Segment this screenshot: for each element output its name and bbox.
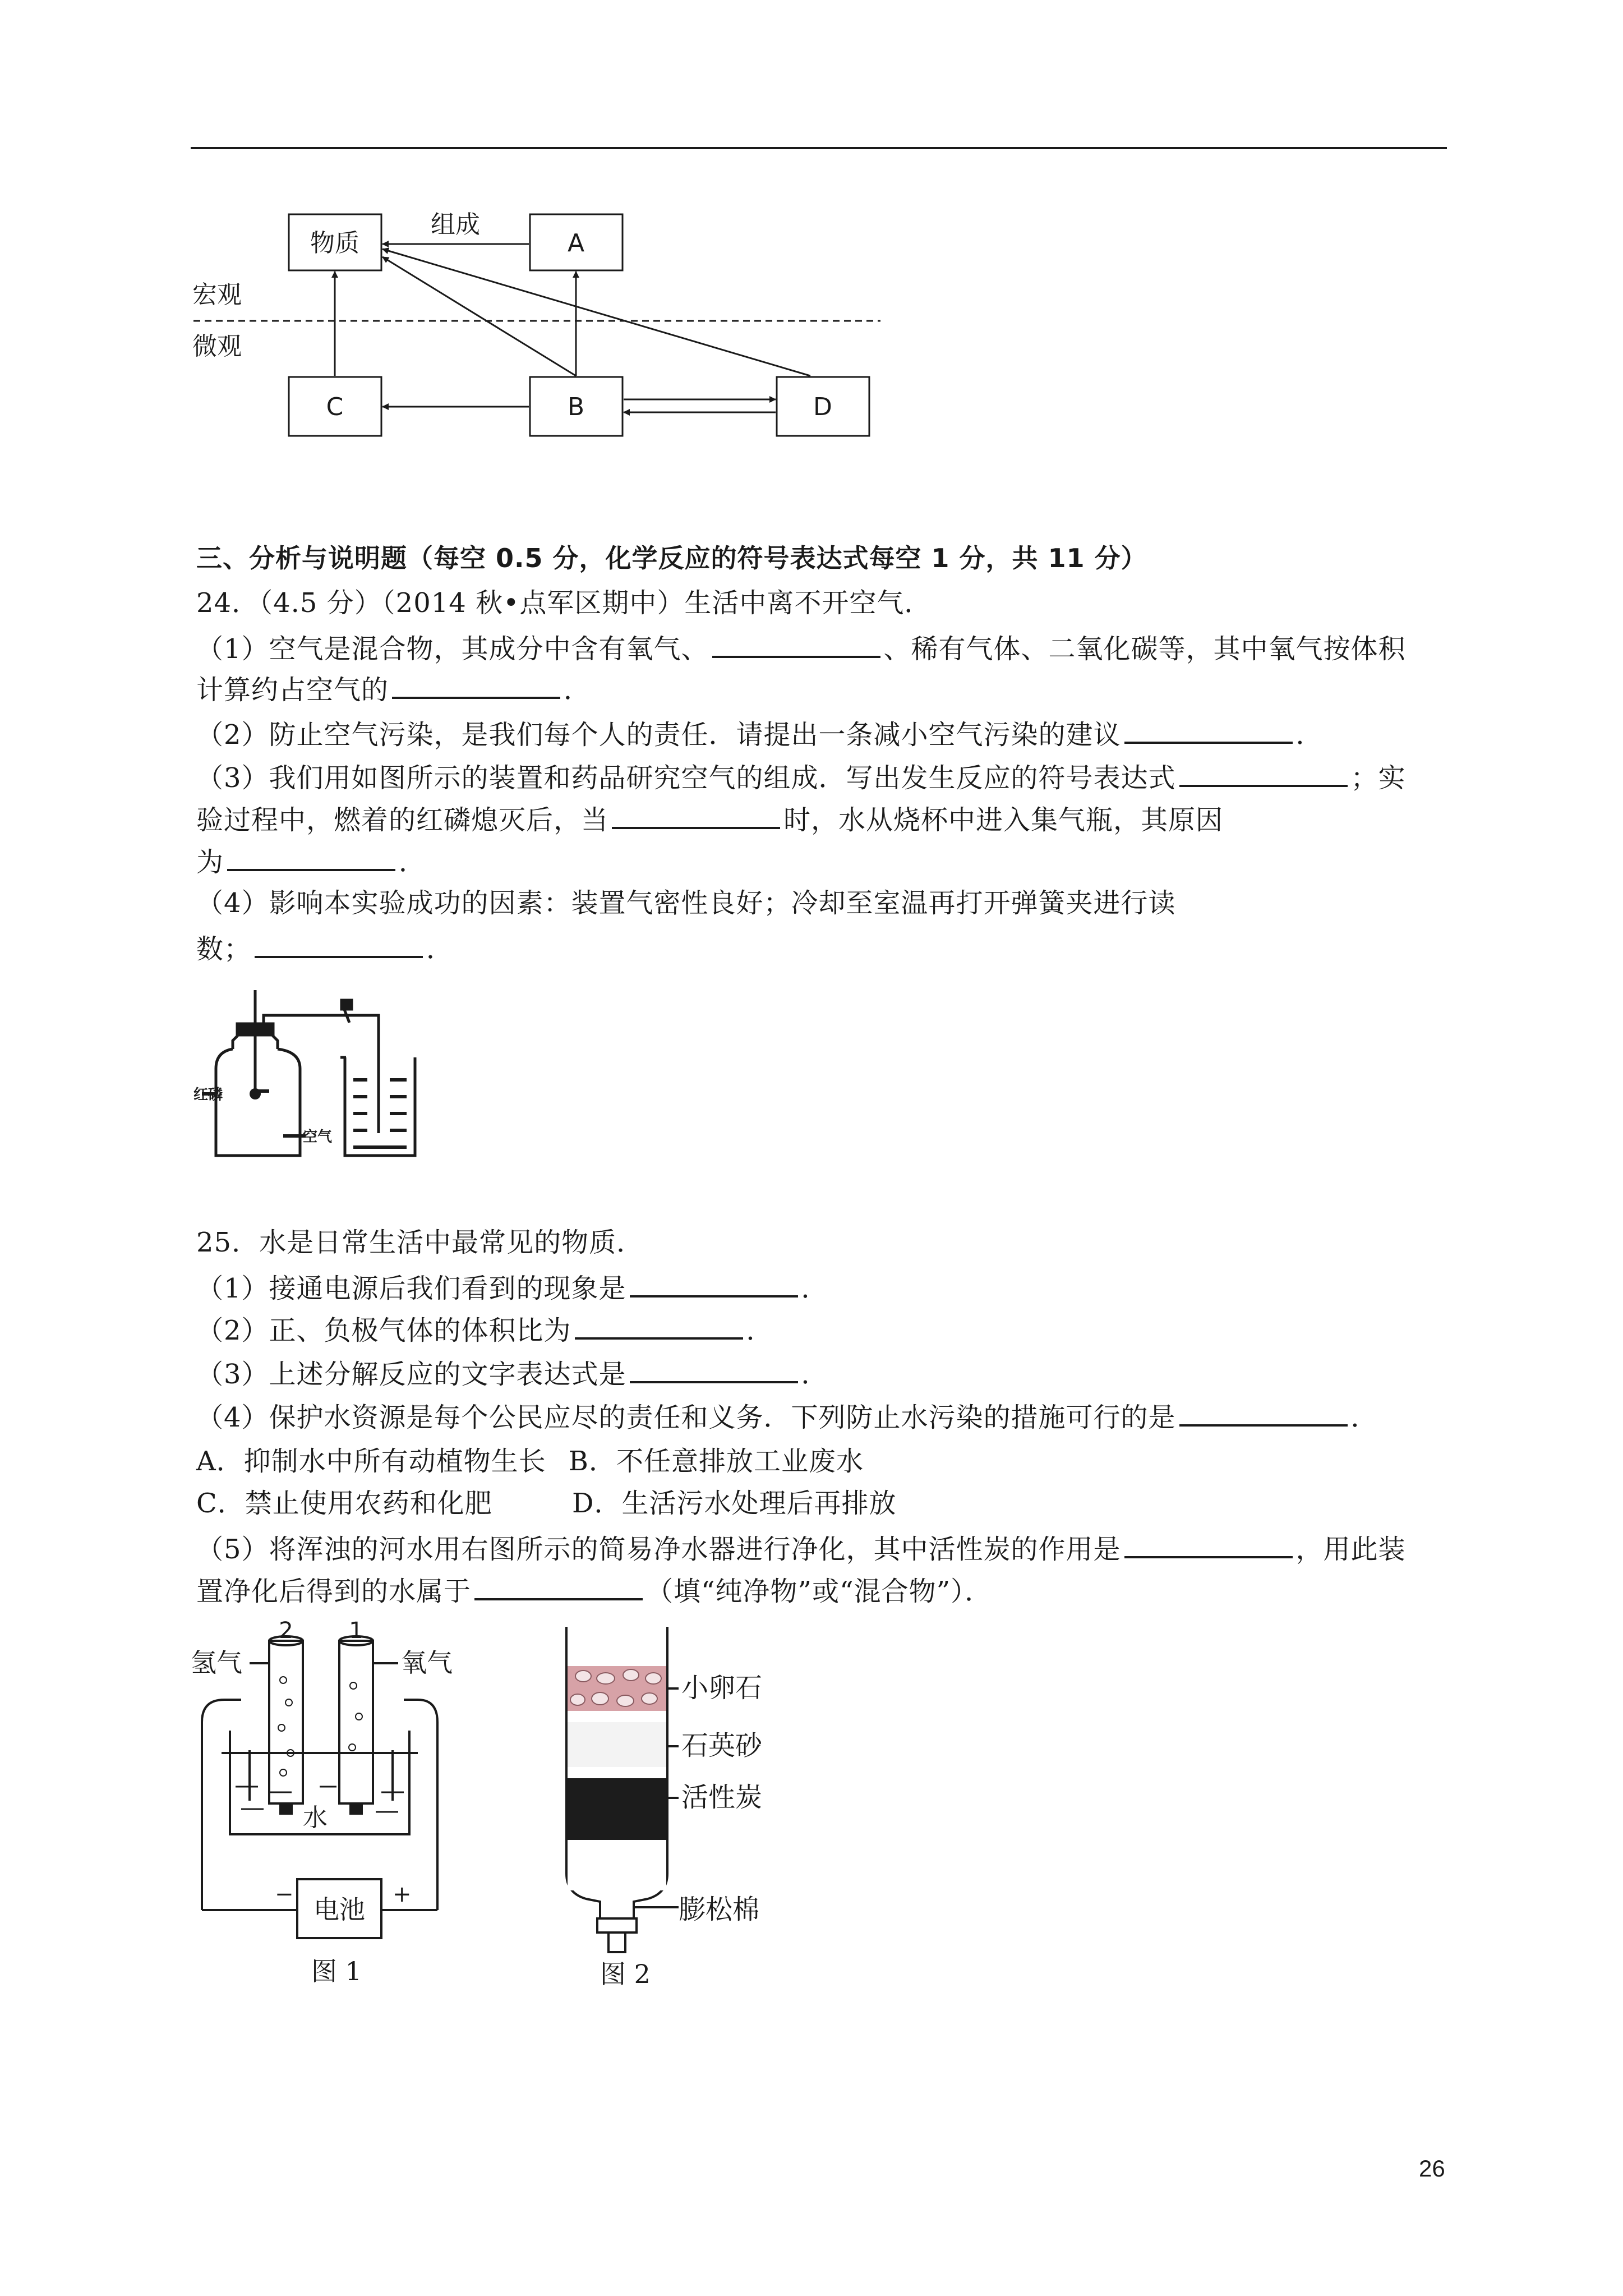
option-d[interactable]: D．生活污水处理后再排放 <box>572 1488 897 1519</box>
answer-blank[interactable] <box>630 1271 798 1297</box>
answer-blank[interactable] <box>630 1356 798 1383</box>
macro-label: 宏观 <box>192 280 242 309</box>
q25-title: 25．水是日常生活中最常见的物质． <box>196 1227 644 1258</box>
q24-part4-line1: （4）影响本实验成功的因素：装置气密性良好；冷却至室温再打开弹簧夹进行读 <box>196 887 1176 919</box>
tube-1-label: 1 <box>349 1618 363 1644</box>
option-b[interactable]: B．不任意排放工业废水 <box>568 1446 864 1477</box>
fig2-caption: 图 2 <box>600 1959 651 1989</box>
pebbles-label: 小卵石 <box>681 1672 763 1704</box>
activated-carbon-label: 活性炭 <box>681 1782 763 1813</box>
q25-part3: （3）上述分解反应的文字表达式是 ． <box>196 1356 829 1391</box>
answer-blank[interactable] <box>227 844 395 871</box>
q25-part5-line1: （5）将浑浊的河水用右图所示的简易净水器进行净化，其中活性炭的作用是 ，用此装 <box>196 1531 1406 1566</box>
answer-blank[interactable] <box>575 1313 743 1340</box>
water-label: 水 <box>303 1803 328 1832</box>
oxygen-label: 氧气 <box>401 1648 453 1678</box>
hydrogen-label: 氢气 <box>191 1648 242 1678</box>
answer-blank[interactable] <box>1124 1531 1293 1558</box>
answer-blank[interactable] <box>712 631 880 658</box>
answer-blank[interactable] <box>1124 717 1293 744</box>
red-phosphorus-label: 红磷 <box>193 1087 223 1103</box>
q25-options-row2 <box>196 1487 897 1520</box>
compose-label: 组成 <box>431 210 480 239</box>
cotton-label: 膨松棉 <box>679 1894 760 1925</box>
quartz-sand-label: 石英砂 <box>681 1730 763 1761</box>
q25-options-row1 <box>196 1444 864 1478</box>
substance-relation-diagram <box>191 202 897 449</box>
electrolysis-apparatus <box>191 1618 527 1989</box>
q24-part3-line2: 验过程中，燃着的红磷熄灭后，当 时，水从烧杯中进入集气瓶，其原因 <box>196 802 1223 837</box>
section3-heading: 三、分析与说明题（每空 0.5 分，化学反应的符号表达式每空 1 分，共 11 分） <box>196 543 1147 573</box>
box-d-label: D <box>813 393 832 421</box>
q24-part2: （2）防止空气污染，是我们每个人的责任．请提出一条减小空气污染的建议 ． <box>196 717 1324 752</box>
water-purifier <box>555 1616 824 1997</box>
fig1-caption: 图 1 <box>311 1956 362 1986</box>
q25-part4: （4）保护水资源是每个公民应尽的责任和义务．下列防止水污染的措施可行的是 ． <box>196 1400 1378 1434</box>
page-number: 26 <box>1419 2155 1445 2182</box>
answer-blank[interactable] <box>612 802 780 829</box>
q25-part5-line2: 置净化后得到的水属于 （填“纯净物”或“混合物”）． <box>196 1573 992 1608</box>
air-label: 空气 <box>303 1129 333 1145</box>
box-c-label: C <box>326 393 344 421</box>
answer-blank[interactable] <box>1179 1400 1348 1427</box>
q24-part4-line2: 数； ． <box>196 931 454 966</box>
header-rule <box>191 147 1447 149</box>
option-c[interactable]: C．禁止使用农药和化肥 <box>196 1488 492 1519</box>
answer-blank[interactable] <box>1179 760 1348 787</box>
q25-part1: （1）接通电源后我们看到的现象是 ． <box>196 1271 829 1305</box>
tube-2-label: 2 <box>279 1618 293 1644</box>
q25-part2: （2）正、负极气体的体积比为 ． <box>196 1313 774 1347</box>
plus-label: + <box>393 1881 412 1907</box>
answer-blank[interactable] <box>255 931 423 958</box>
q24-part3-line1: （3）我们用如图所示的装置和药品研究空气的组成．写出发生反应的符号表达式 ；实 <box>196 760 1406 795</box>
answer-blank[interactable] <box>392 672 560 699</box>
answer-blank[interactable] <box>474 1573 643 1600</box>
red-phosphorus-apparatus <box>193 984 429 1170</box>
box-substance-label: 物质 <box>310 229 359 257</box>
q24-title: 24．（4.5 分）（2014 秋•点军区期中）生活中离不开空气． <box>196 587 932 619</box>
minus-label: − <box>275 1881 294 1907</box>
option-a[interactable]: A．抑制水中所有动植物生长 <box>196 1446 546 1477</box>
micro-label: 微观 <box>192 332 242 361</box>
box-a-label: A <box>567 229 585 257</box>
q24-part1-line2: 计算约占空气的 ． <box>196 672 591 707</box>
q24-part1-line1: （1）空气是混合物，其成分中含有氧气、 、稀有气体、二氧化碳等，其中氧气按体积 <box>196 631 1406 666</box>
box-b-label: B <box>567 393 585 421</box>
q24-part3-line3: 为 ． <box>196 844 426 879</box>
battery-label: 电池 <box>313 1894 365 1925</box>
